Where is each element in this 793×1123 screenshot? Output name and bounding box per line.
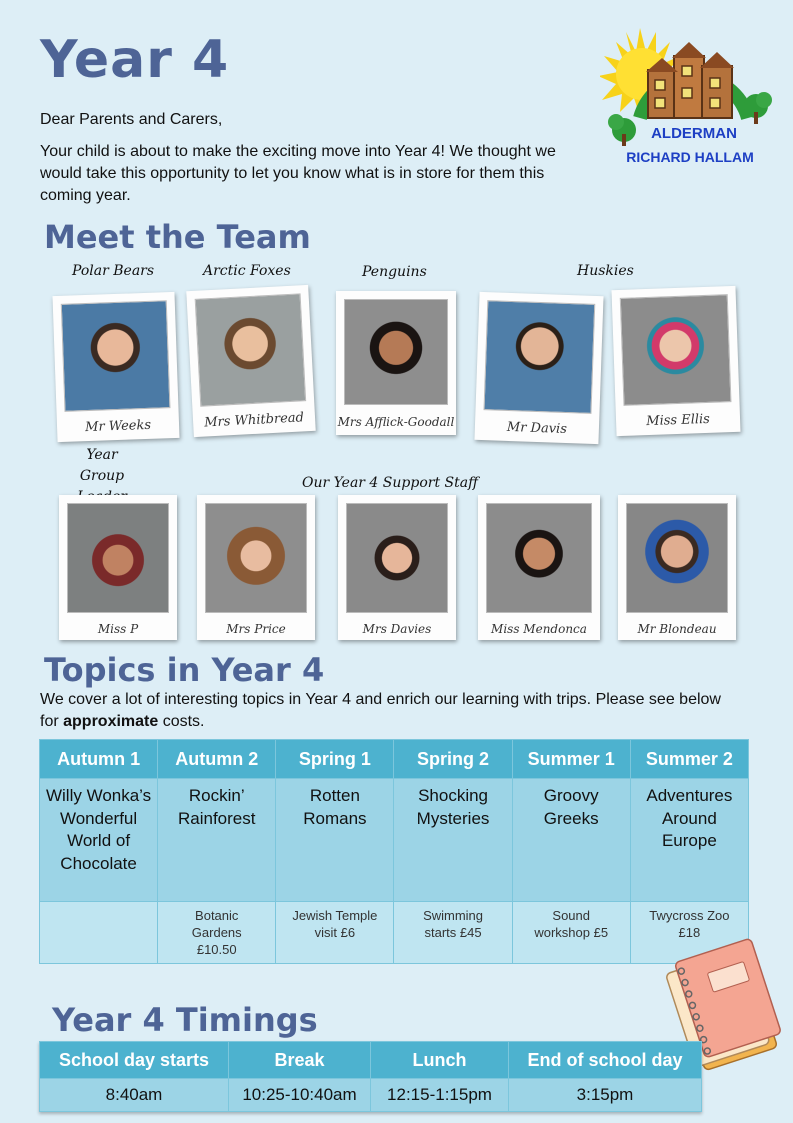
topic-name: Adventures Around Europe — [630, 779, 748, 902]
team-heading: Meet the Team — [44, 218, 311, 256]
topics-intro-end: costs. — [158, 713, 205, 730]
term-header: Spring 1 — [276, 740, 394, 779]
teacher-name: Mrs Whitbread — [203, 410, 305, 431]
timing-value: 10:25-10:40am — [229, 1079, 371, 1112]
support-photo-card — [59, 495, 177, 640]
timings-heading: Year 4 Timings — [52, 1001, 318, 1039]
topic-name: Groovy Greeks — [512, 779, 630, 902]
teacher-name: Mr Weeks — [84, 417, 152, 436]
page-title: Year 4 — [40, 30, 230, 90]
topics-intro-text: We cover a lot of interesting topics in Year 4 and enrich our learning with trips. Please see below for — [40, 691, 721, 730]
timing-value: 8:40am — [40, 1079, 229, 1112]
term-header: Summer 1 — [512, 740, 630, 779]
intro-text: Your child is about to make the exciting move into Year 4! We thought we would take this opportunity to let you know what is in store for them this coming year. — [40, 143, 556, 204]
support-name: Mrs Price — [226, 622, 286, 636]
logo-line-1: ALDERMAN — [651, 125, 737, 142]
teacher-name: Mrs Afflick-Goodall — [337, 415, 455, 429]
support-photo-card — [338, 495, 456, 640]
teacher-photo-card — [186, 285, 315, 437]
trip-cost: Swimming starts £45 — [394, 902, 512, 964]
group-label: Polar Bears — [72, 263, 155, 279]
support-name: Mr Blondeau — [637, 622, 717, 636]
topics-table — [39, 739, 749, 964]
topics-intro-bold: approximate — [63, 713, 159, 730]
support-photo-card — [478, 495, 600, 640]
group-label: Arctic Foxes — [203, 263, 291, 279]
teacher-photo-card — [52, 292, 179, 442]
timing-header: Break — [229, 1042, 371, 1079]
timing-value: 3:15pm — [509, 1079, 702, 1112]
timing-header: End of school day — [509, 1042, 702, 1079]
support-photo-card — [197, 495, 315, 640]
topics-heading: Topics in Year 4 — [44, 651, 325, 689]
trip-cost: Twycross Zoo £18 — [630, 902, 748, 964]
topic-name: Rotten Romans — [276, 779, 394, 902]
term-header: Spring 2 — [394, 740, 512, 779]
trip-cost: Sound workshop £5 — [512, 902, 630, 964]
teacher-photo-card — [336, 291, 456, 435]
topic-name: Rockin’ Rainforest — [158, 779, 276, 902]
term-header: Autumn 2 — [158, 740, 276, 779]
teacher-name: Mr Davis — [506, 419, 568, 438]
teacher-photo-card — [611, 286, 740, 436]
trip-cost: Jewish Temple visit £6 — [276, 902, 394, 964]
topic-name: Shocking Mysteries — [394, 779, 512, 902]
timings-table — [39, 1041, 702, 1112]
school-logo-icon — [600, 22, 780, 172]
teacher-photo-card — [474, 292, 603, 444]
teacher-name: Miss Ellis — [646, 411, 711, 430]
topic-name: Willy Wonka’s Wonderful World of Chocolate — [40, 779, 158, 902]
support-name: Mrs Davies — [362, 622, 432, 636]
support-photo-card — [618, 495, 736, 640]
term-header: Summer 2 — [630, 740, 748, 779]
year-group-leader-note: Year Group — [79, 447, 125, 484]
timing-header: School day starts — [40, 1042, 229, 1079]
school-logo — [600, 22, 780, 172]
topics-intro — [40, 689, 740, 733]
support-staff-heading: Our Year 4 Support Staff — [302, 475, 479, 491]
support-name: Miss Mendonca — [491, 622, 587, 636]
group-label: Huskies — [577, 263, 634, 279]
support-name: Miss P — [97, 622, 139, 636]
term-header: Autumn 1 — [40, 740, 158, 779]
trip-cost: Botanic Gardens £10.50 — [158, 902, 276, 964]
timing-value: 12:15-1:15pm — [371, 1079, 509, 1112]
timing-header: Lunch — [371, 1042, 509, 1079]
greeting: Dear Parents and Carers, — [40, 111, 223, 128]
logo-line-2: RICHARD HALLAM — [626, 149, 754, 165]
group-label: Penguins — [362, 264, 427, 280]
trip-cost — [40, 902, 158, 964]
